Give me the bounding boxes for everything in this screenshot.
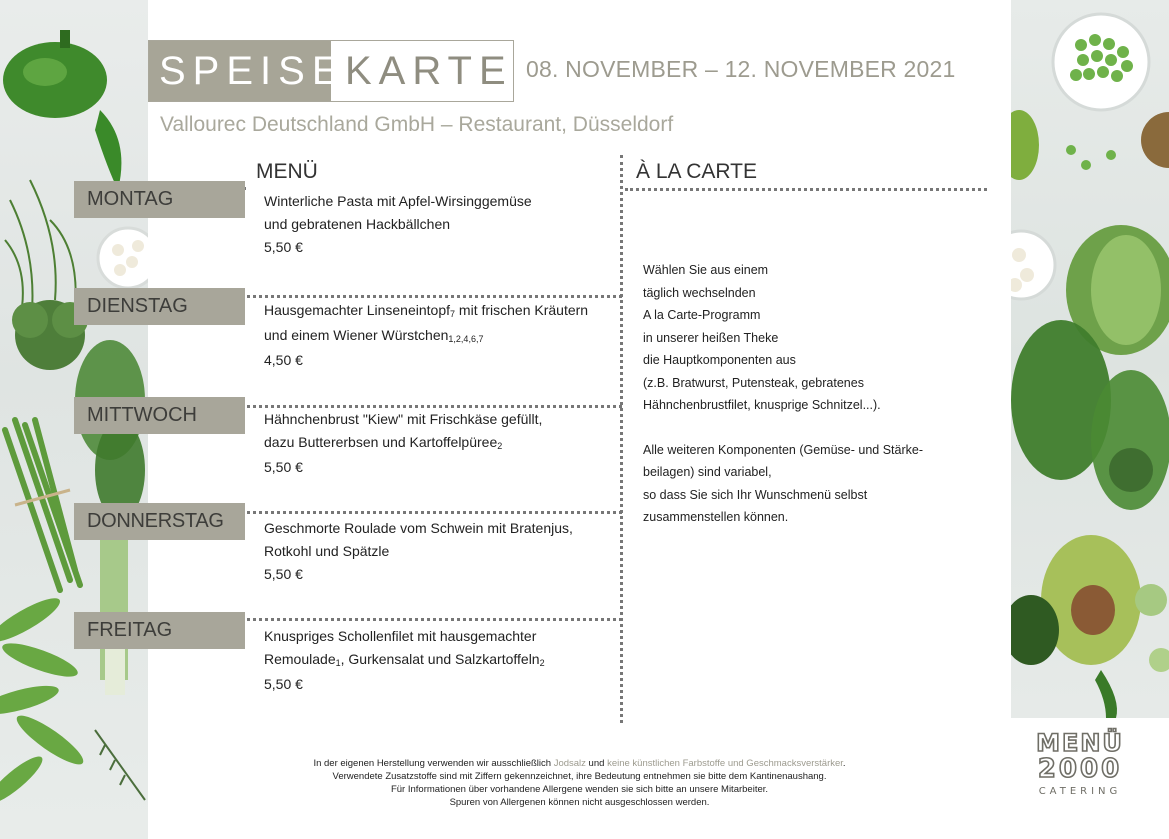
alacarte-column-heading: À LA CARTE (636, 160, 757, 183)
dish-dienstag (264, 299, 588, 372)
additive-number: 2 (497, 441, 503, 451)
day-label-montag: MONTAG (74, 181, 245, 218)
footer-text: . (842, 758, 846, 769)
dish-text: mit frischen Kräutern (455, 302, 589, 318)
dish-price: 5,50 € (264, 459, 303, 475)
column-divider (620, 155, 623, 723)
menue2000-logo (1020, 727, 1140, 802)
additive-number: 7 (450, 309, 456, 319)
footer-line: Verwendete Zusatzstoffe sind mit Ziffern gekennzeichnet, ihre Bedeutung entnehmen sie bitte dem Kantinenaushang. (332, 771, 827, 782)
additive-number: 2 (539, 658, 545, 668)
day-divider (222, 511, 622, 514)
logo-line-1: MENÜ (1036, 729, 1124, 757)
footer-line (148, 757, 1011, 770)
dish-line (264, 431, 542, 456)
alacarte-line: Wählen Sie aus einem (643, 263, 769, 277)
alacarte-line: Hähnchenbrustfilet, knusprige Schnitzel...). (643, 398, 881, 412)
footer-text: In der eigenen Herstellung verwenden wir ausschließlich (313, 758, 554, 769)
footer-highlight: Jodsalz (553, 758, 586, 769)
day-label-dienstag: DIENSTAG (74, 288, 245, 325)
dish-mittwoch (264, 408, 542, 479)
additive-number: 1,2,4,6,7 (448, 334, 484, 344)
dish-text: dazu Buttererbsen und Kartoffelpüree (264, 434, 498, 450)
day-divider (222, 618, 622, 621)
dish-donnerstag (264, 517, 573, 586)
vegetables-illustration-right (1011, 0, 1169, 718)
day-label-mittwoch: MITTWOCH (74, 397, 245, 434)
alacarte-line: die Hauptkomponenten aus (643, 353, 796, 367)
dish-text: Remoulade (264, 651, 336, 667)
footer-line: Spuren von Allergenen können nicht ausgeschlossen werden. (449, 797, 710, 808)
logo-line-3: CATERING (1038, 786, 1122, 797)
alacarte-line: (z.B. Bratwurst, Putensteak, gebratenes (643, 375, 864, 390)
dish-line: und gebratenen Hackbällchen (264, 216, 451, 232)
additive-number: 1 (335, 658, 341, 668)
day-label-freitag: FREITAG (74, 612, 245, 649)
alacarte-description (643, 259, 983, 529)
restaurant-subtitle: Vallourec Deutschland GmbH – Restaurant, Düsseldorf (160, 113, 674, 136)
dish-montag (264, 190, 532, 259)
alacarte-line: so dass Sie sich Ihr Wunschmenü selbst (643, 487, 868, 502)
title-speise: SPEISE (149, 41, 331, 101)
dish-text: Hausgemachter Linseneintopf (264, 302, 451, 318)
day-divider (222, 295, 622, 298)
dish-line: Hähnchenbrust "Kiew" mit Frischkäse gefüllt, (264, 411, 543, 427)
footer-notes (148, 757, 1011, 809)
title-karte: KARTE (345, 49, 513, 93)
alacarte-line: täglich wechselnden (643, 285, 756, 300)
dish-price: 5,50 € (264, 676, 303, 692)
footer-highlight: keine künstlichen Farbstoffe und Geschmacksverstärker (607, 758, 843, 769)
alacarte-line: zusammenstellen können. (643, 510, 789, 524)
alacarte-line: in unserer heißen Theke (643, 330, 779, 345)
dish-line (264, 648, 545, 673)
menu-column-heading: MENÜ (256, 160, 318, 183)
dish-text: , Gurkensalat und Salzkartoffeln (340, 651, 540, 667)
right-vegetable-image (1011, 0, 1169, 718)
date-range: 08. NOVEMBER – 12. NOVEMBER 2021 (526, 56, 956, 82)
alacarte-divider (625, 188, 987, 191)
dish-line: Knuspriges Schollenfilet mit hausgemachter (264, 628, 537, 644)
dish-text: und einem Wiener Würstchen (264, 327, 449, 343)
alacarte-line: A la Carte-Programm (643, 308, 761, 322)
title-box (148, 40, 514, 102)
dish-line: Winterliche Pasta mit Apfel-Wirsinggemüse (264, 193, 532, 209)
logo-line-2: 2000 (1037, 754, 1123, 784)
dish-freitag (264, 625, 545, 696)
alacarte-line: Alle weiteren Komponenten (Gemüse- und Stärke- (643, 442, 924, 457)
dish-price: 4,50 € (264, 352, 303, 368)
dish-price: 5,50 € (264, 239, 303, 255)
day-label-donnerstag: DONNERSTAG (74, 503, 245, 540)
footer-line: Für Informationen über vorhandene Allergene wenden sie sich bitte an unsere Mitarbeiter. (390, 784, 769, 795)
footer-text: und (585, 758, 608, 769)
dish-line (264, 299, 588, 324)
dish-price: 5,50 € (264, 566, 303, 582)
logo-graphic (1020, 727, 1140, 802)
dish-line: Geschmorte Roulade vom Schwein mit Bratenjus, (264, 520, 573, 536)
dish-line: Rotkohl und Spätzle (264, 543, 390, 559)
dish-line (264, 324, 588, 349)
alacarte-line: beilagen) sind variabel, (643, 465, 772, 479)
